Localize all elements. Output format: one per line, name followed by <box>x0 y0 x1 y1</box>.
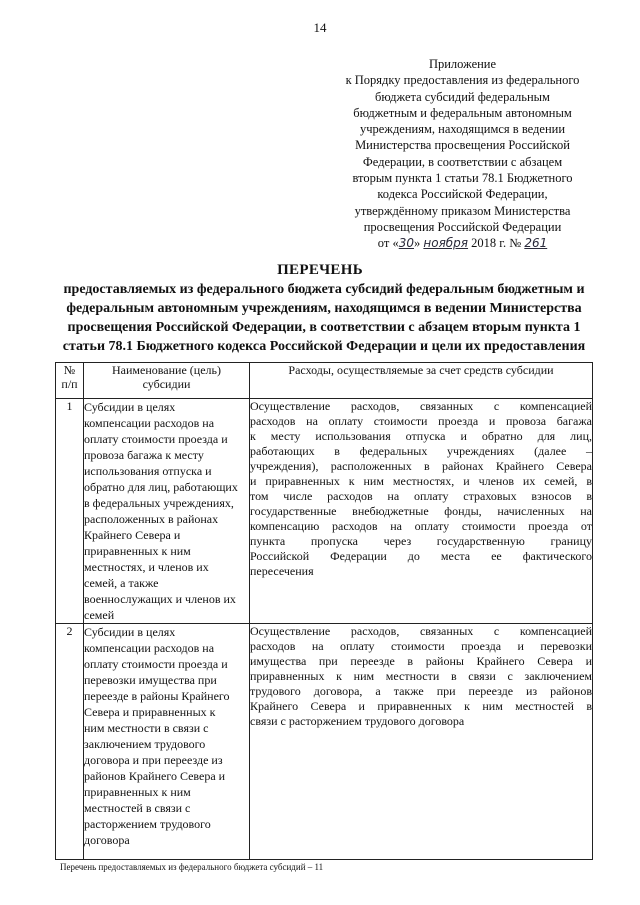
name-line: оплату стоимости проезда и <box>84 432 228 446</box>
desc-line: Осуществление расходов, связанных с компенсацией <box>250 624 592 638</box>
desc-line: трудового договора, а также при переезде из районов <box>250 684 592 698</box>
order-line <box>325 235 600 251</box>
appendix-line: Федерации, в соответствии с абзацем <box>362 154 563 169</box>
appendix-line: Министерства просвещения Российской <box>355 138 570 153</box>
desc-line: пересечения <box>250 564 314 578</box>
name-line: договора <box>84 833 130 847</box>
name-line: перевозки имущества при <box>84 673 217 687</box>
desc-line: приравненных к ним местности в связи с заключением <box>250 669 592 683</box>
name-line: переезде в районы Крайнего <box>84 689 230 703</box>
name-line: приравненных к ним <box>84 785 191 799</box>
desc-line: и приравненных к ним местностях, и членов их семей, в <box>250 474 592 488</box>
desc-line: Российской Федерации до места ее фактического <box>250 549 592 563</box>
name-line: приравненных к ним <box>84 544 191 558</box>
page-footer: Перечень предоставляемых из федерального бюджета субсидий – 11 <box>60 862 324 872</box>
desc-line: к месту использования отпуска и обратно для лиц, <box>250 429 592 443</box>
desc-line: связи с расторжением трудового договора <box>250 714 465 728</box>
name-line: обратно для лиц, работающих <box>84 480 238 494</box>
row-number: 1 <box>56 399 84 624</box>
name-line: Севера и приравненных к <box>84 705 216 719</box>
subtitle-line: статьи 78.1 Бюджетного кодекса Российской Федерации и цели их предоставления <box>62 339 586 354</box>
name-line: провоза багажа к месту <box>84 448 204 462</box>
desc-line: Осуществление расходов, связанных с компенсацией <box>250 399 592 413</box>
row-name <box>84 624 250 860</box>
desc-line: расходов на оплату стоимости проезда и провоза багажа <box>250 414 592 428</box>
order-month: ноября <box>423 236 469 251</box>
appendix-line: бюджета субсидий федеральным <box>375 89 550 104</box>
appendix-line: к Порядку предоставления из федерального <box>345 73 580 88</box>
header-name <box>84 363 250 399</box>
desc-line: расходов на оплату стоимости проезда и перевозки <box>250 639 592 653</box>
header-num <box>56 363 84 399</box>
name-line: местностях, и членов их <box>84 560 209 574</box>
header-num-line2: п/п <box>61 377 78 391</box>
document-subtitle <box>56 280 592 356</box>
header-num-line1: № <box>63 363 76 377</box>
name-line: компенсации расходов на <box>84 641 215 655</box>
table-row <box>56 399 593 624</box>
desc-line: компенсацию расходов на оплату стоимости проезда от <box>250 519 592 533</box>
table-row <box>56 624 593 860</box>
subsidies-table <box>55 362 593 860</box>
appendix-line: утверждённому приказом Министерства <box>354 203 571 218</box>
header-name-line2: субсидии <box>142 377 191 391</box>
desc-line: том числе расходов на оплату страховых взносов в <box>250 489 592 503</box>
appendix-line: бюджетным и федеральным автономным <box>353 105 572 120</box>
desc-line: имущества при переезде в районы Крайнего Севера и <box>250 654 592 668</box>
name-line: Крайнего Севера и <box>84 528 181 542</box>
order-day: 30 <box>398 236 414 251</box>
appendix-title: Приложение <box>428 57 497 71</box>
desc-line: Крайнего Севера и приравненных к ним местностей в <box>250 699 592 713</box>
page-number: 14 <box>313 20 327 35</box>
order-mid: » <box>414 236 421 251</box>
appendix-block <box>325 56 600 252</box>
name-line: районов Крайнего Севера и <box>84 769 226 783</box>
name-line: местностей в связи с <box>84 801 191 815</box>
appendix-line: просвещения Российской Федерации <box>363 219 562 234</box>
subtitle-line: предоставляемых из федерального бюджета субсидий федеральным бюджетным и <box>63 282 585 297</box>
header-name-line1: Наименование (цель) <box>112 363 221 377</box>
name-line: Субсидии в целях <box>84 400 176 414</box>
subtitle-line: просвещения Российской Федерации, в соответствии с абзацем вторым пункта 1 <box>67 320 581 335</box>
desc-line: работающих в федеральных учреждениях (далее – <box>250 444 592 458</box>
name-line: семей, а также <box>84 576 159 590</box>
row-description <box>250 399 593 624</box>
row-name <box>84 399 250 624</box>
name-line: расторжением трудового <box>84 817 211 831</box>
name-line: военнослужащих и членов их <box>84 592 236 606</box>
name-line: оплату стоимости проезда и <box>84 657 228 671</box>
name-line: ним местности в связи с <box>84 721 209 735</box>
row-number: 2 <box>56 624 84 860</box>
name-line: договора и при переезде из <box>84 753 223 767</box>
desc-line: государственные внебюджетные фонды, начисленных на <box>250 504 592 518</box>
appendix-line: учреждениям, находящимся в ведении <box>359 122 566 137</box>
header-expenses: Расходы, осуществляемые за счет средств субсидии <box>250 363 593 399</box>
order-year: 2018 г. № <box>471 236 522 251</box>
row-description <box>250 624 593 860</box>
order-number: 261 <box>524 236 548 251</box>
appendix-line: вторым пункта 1 статьи 78.1 Бюджетного <box>352 171 573 186</box>
table-header-row <box>56 363 593 399</box>
desc-line: учреждения), расположенных в районах Крайнего Севера <box>250 459 592 473</box>
desc-line: пункта пропуска через государственную границу <box>250 534 592 548</box>
order-prefix: от « <box>377 236 399 251</box>
subtitle-line: федеральным автономным учреждениям, находящимся в ведении Министерства <box>66 301 582 316</box>
appendix-line: кодекса Российской Федерации, <box>377 187 548 202</box>
name-line: семей <box>84 608 115 622</box>
name-line: заключением трудового <box>84 737 206 751</box>
document-title: ПЕРЕЧЕНЬ <box>277 262 363 278</box>
name-line: компенсации расходов на <box>84 416 215 430</box>
name-line: использования отпуска и <box>84 464 212 478</box>
name-line: Субсидии в целях <box>84 625 176 639</box>
name-line: в федеральных учреждениях, <box>84 496 234 510</box>
name-line: расположенных в районах <box>84 512 219 526</box>
